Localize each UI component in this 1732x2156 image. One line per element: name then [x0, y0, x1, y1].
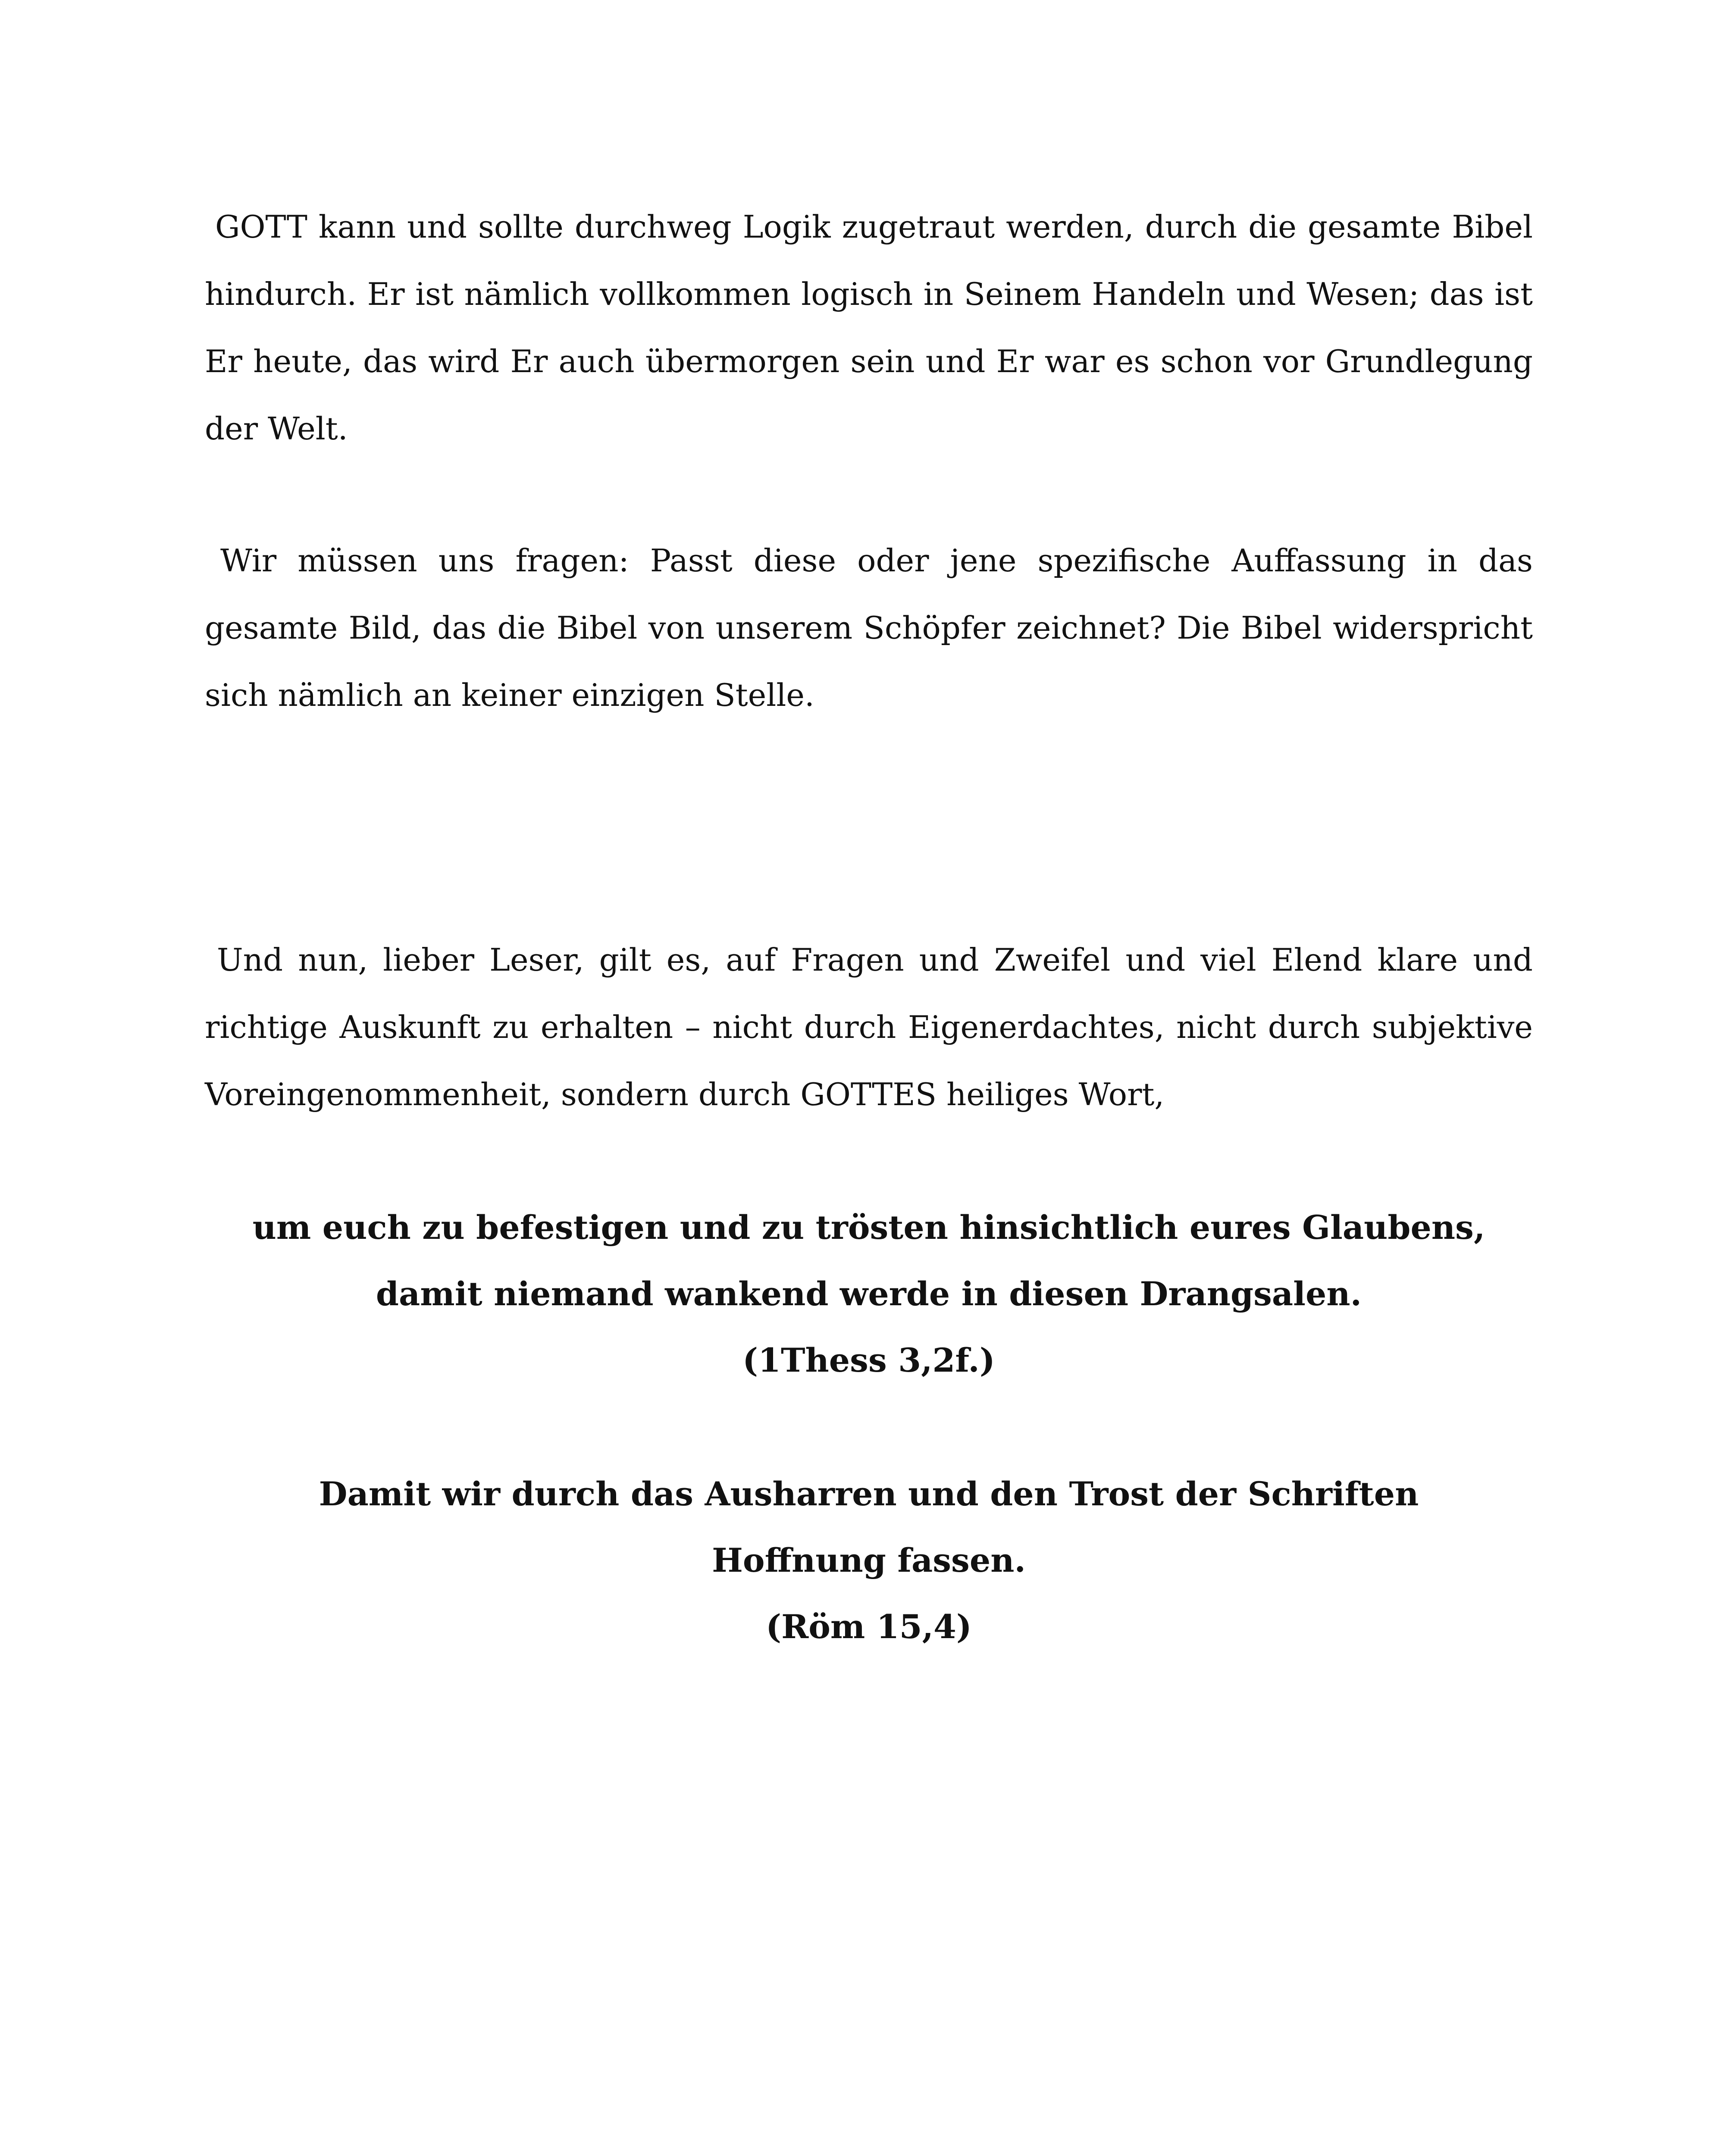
quote-reference: (1Thess 3,2f.)	[742, 1341, 995, 1379]
quote-line: Damit wir durch das Ausharren und den Trost der Schriften	[319, 1475, 1419, 1513]
paragraph-wir-muessen-fragen: Wir müssen uns fragen: Passt diese oder jene spezifische Auffassung in das gesamte Bild, das die Bibel von unserem Schöpfer zeichnet? Die Bibel widerspricht sich nämlich an keiner einzigen Stelle.	[205, 542, 1533, 713]
bible-quote-thessalonians	[205, 1194, 1533, 1394]
bible-quote-romans	[205, 1461, 1533, 1660]
quote-line: um euch zu befestigen und zu trösten hinsichtlich eures Glaubens,	[252, 1208, 1485, 1247]
quote-line: Hoffnung fassen.	[712, 1541, 1026, 1579]
paragraph-lieber-leser: Und nun, lieber Leser, gilt es, auf Fragen und Zweifel und viel Elend klare und richtige Auskunft zu erhalten – nicht durch Eigenerdachtes, nicht durch subjektive Voreingenommenheit, sondern durch GOTTES heiliges Wort,	[205, 942, 1533, 1112]
quote-reference: (Röm 15,4)	[766, 1608, 972, 1646]
quote-line: damit niemand wankend werde in diesen Drangsalen.	[376, 1275, 1362, 1313]
paragraph-gott-logik: GOTT kann und sollte durchweg Logik zugetraut werden, durch die gesamte Bibel hindurch. Er ist nämlich vollkommen logisch in Seinem Handeln und Wesen; das ist Er heute, das wird Er auch übermorgen sein und Er war es schon vor Grundlegung der Welt.	[205, 209, 1533, 447]
